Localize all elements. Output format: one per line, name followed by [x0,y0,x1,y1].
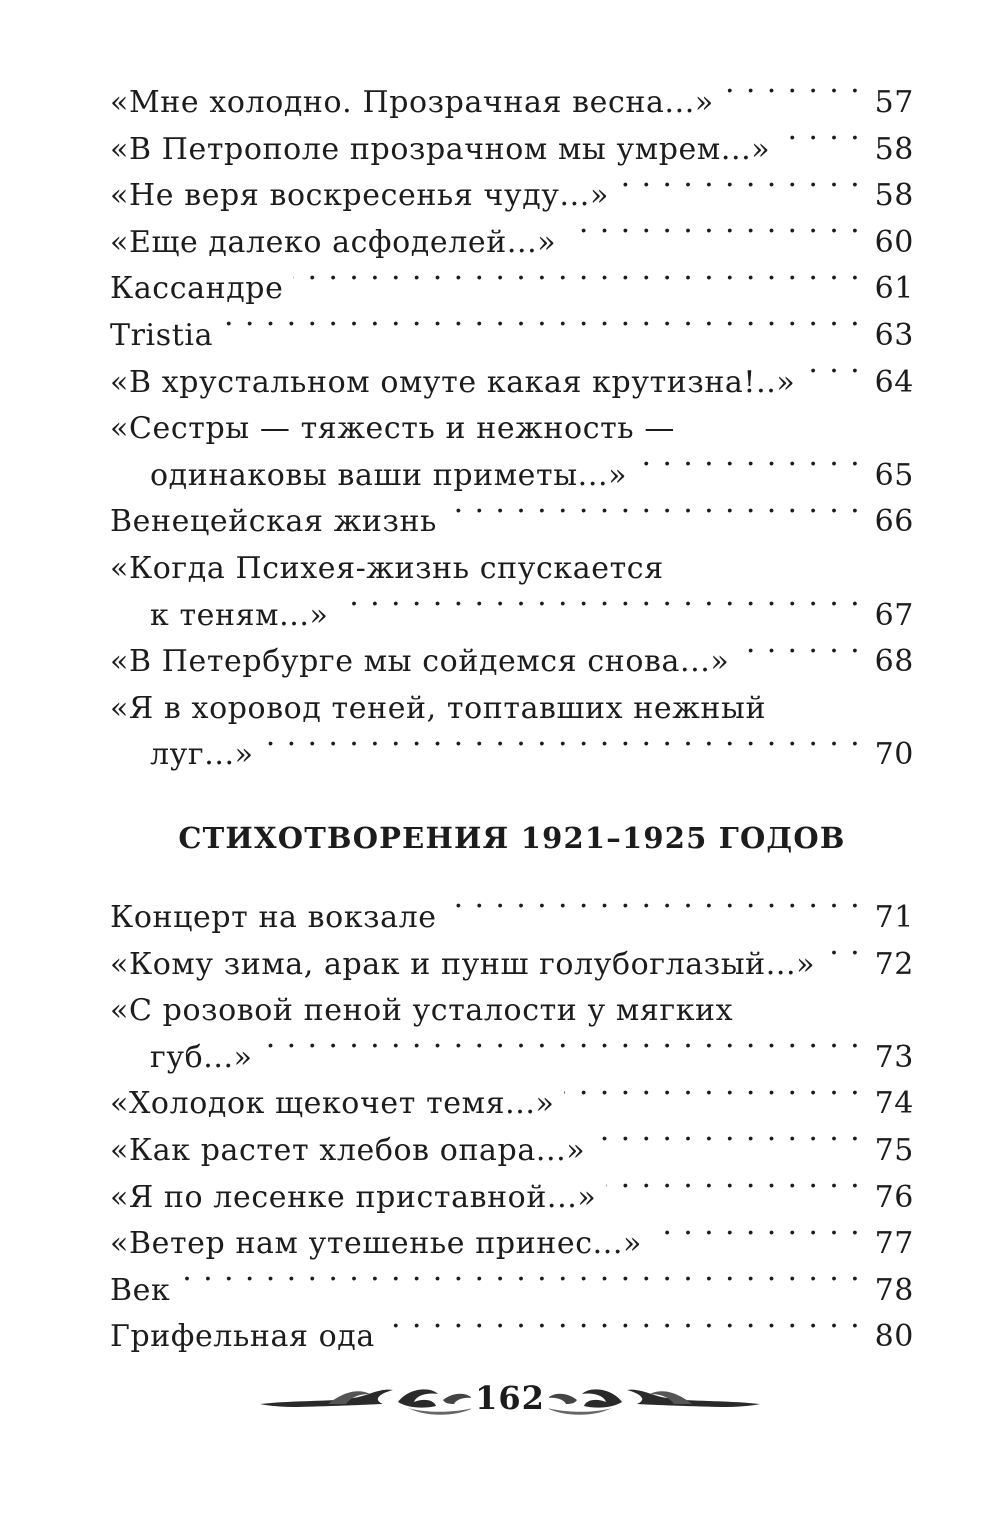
toc-entry-page: 77 [874,1226,914,1262]
toc-entry-title: «Мне холодно. Прозрачная весна...» [110,85,714,120]
toc-entry [110,895,914,942]
leader-dots [619,175,861,205]
toc-entry-title-line1: «Сестры — тяжесть и нежность — [110,411,675,447]
toc-entry-title: Венецейская жизнь [110,504,437,540]
toc-entry [110,546,914,639]
leader-dots [564,1083,860,1113]
toc-entry-title: Век [110,1272,171,1308]
toc-entry [110,639,914,686]
toc-entry [110,1268,914,1315]
toc-entry-title: Tristia [110,317,214,353]
leader-dots [293,268,860,298]
toc-entry [110,220,914,267]
toc-entry-title: «В хрустальном омуте какая крутизна!..» [110,364,796,400]
toc-entry-title-line1: «С розовой пеной усталости у мягких [110,993,734,1029]
toc-entry-page: 70 [874,737,914,773]
toc-entry-page: 80 [874,1319,914,1355]
toc-entry-title: «Я по лесенке приставной...» [110,1179,597,1215]
leader-dots [652,1223,861,1253]
toc-entry-title: «Не веря воскресенья чуду...» [110,178,609,214]
leader-dots [264,734,861,764]
toc-entry [110,80,914,127]
toc-entry-page: 58 [874,178,914,214]
page-number-text: 162 [471,1379,549,1417]
toc-entry-title-line1: «Когда Психея-жизнь спускается [110,550,664,586]
toc-entry-title: «В Петербурге мы сойдемся снова...» [110,644,730,680]
toc-entry-page: 64 [874,364,914,400]
toc-entry-page: 60 [874,224,914,260]
toc-entry-page: 65 [874,457,914,493]
leader-dots [739,641,860,671]
toc-entry [110,266,914,313]
toc-entry-page: 57 [874,85,914,120]
toc-entry [110,360,914,407]
toc-entry-page: 61 [874,271,914,307]
toc-entry [110,406,914,499]
toc-entry-title: Концерт на вокзале [110,900,437,935]
toc-entry-page: 71 [874,900,914,935]
toc-entry-title: «Ветер нам утешенье принес...» [110,1226,642,1262]
leader-dots [606,1177,860,1207]
toc-entry-page: 68 [874,644,914,680]
toc-entry [110,686,914,779]
toc-entry-title: «Еще далеко асфоделей...» [110,224,557,260]
toc-entry-page: 75 [874,1132,914,1168]
toc-entry-page: 74 [874,1086,914,1122]
toc-entry [110,1128,914,1175]
toc-entry-page: 78 [874,1272,914,1308]
toc-entry [110,313,914,360]
leader-dots [180,1270,860,1300]
page-number [258,1378,762,1418]
toc-entry [110,173,914,220]
toc-entry-page: 58 [874,131,914,167]
page-footer [258,1378,762,1422]
leader-dots [263,1037,861,1067]
leader-dots [447,897,861,927]
toc-section-1 [110,80,914,779]
leader-dots [805,362,860,392]
leader-dots [595,1130,860,1160]
toc-entry-page: 67 [874,597,914,633]
toc-entry [110,942,914,989]
toc-entry [110,1221,914,1268]
leader-dots [385,1316,861,1346]
toc-entry-title-line1: «Я в хоровод теней, топтавших нежный [110,690,767,726]
leader-dots [338,595,860,625]
leader-dots [780,129,860,159]
leader-dots [566,222,860,252]
toc-entry-title: «Холодок щекочет темя...» [110,1086,555,1122]
toc-entry [110,499,914,546]
leader-dots [825,944,860,974]
toc-entry-title: Грифельная ода [110,1319,375,1355]
toc-entry-page: 72 [874,946,914,982]
toc-entry [110,988,914,1081]
toc-entry-title-line2: губ...» [150,1039,253,1075]
leader-dots [223,315,861,345]
toc-entry [110,1081,914,1128]
leader-dots [447,501,861,531]
toc-entry-title: «Кому зима, арак и пунш голубоглазый...» [110,946,816,982]
toc-entry-page: 73 [874,1039,914,1075]
leader-dots [724,82,861,112]
toc-entry [110,1314,914,1361]
toc-entry [110,1175,914,1222]
toc-entry-title: «В Петрополе прозрачном мы умрем...» [110,131,771,167]
section-heading: СТИХОТВОРЕНИЯ 1921–1925 ГОДОВ [178,821,846,855]
toc-entry-title: Кассандре [110,271,284,307]
toc-section-2 [110,895,914,1361]
toc-entry [110,127,914,174]
toc-entry-title-line2: к теням...» [150,597,329,633]
toc-entry-page: 63 [874,317,914,353]
toc-entry-title: «Как растет хлебов опара...» [110,1132,586,1168]
leader-dots [637,455,861,485]
toc-entry-page: 76 [874,1179,914,1215]
toc-entry-title-line2: луг...» [150,737,254,773]
toc-entry-title-line2: одинаковы ваши приметы...» [150,457,628,493]
toc-entry-page: 66 [874,504,914,540]
